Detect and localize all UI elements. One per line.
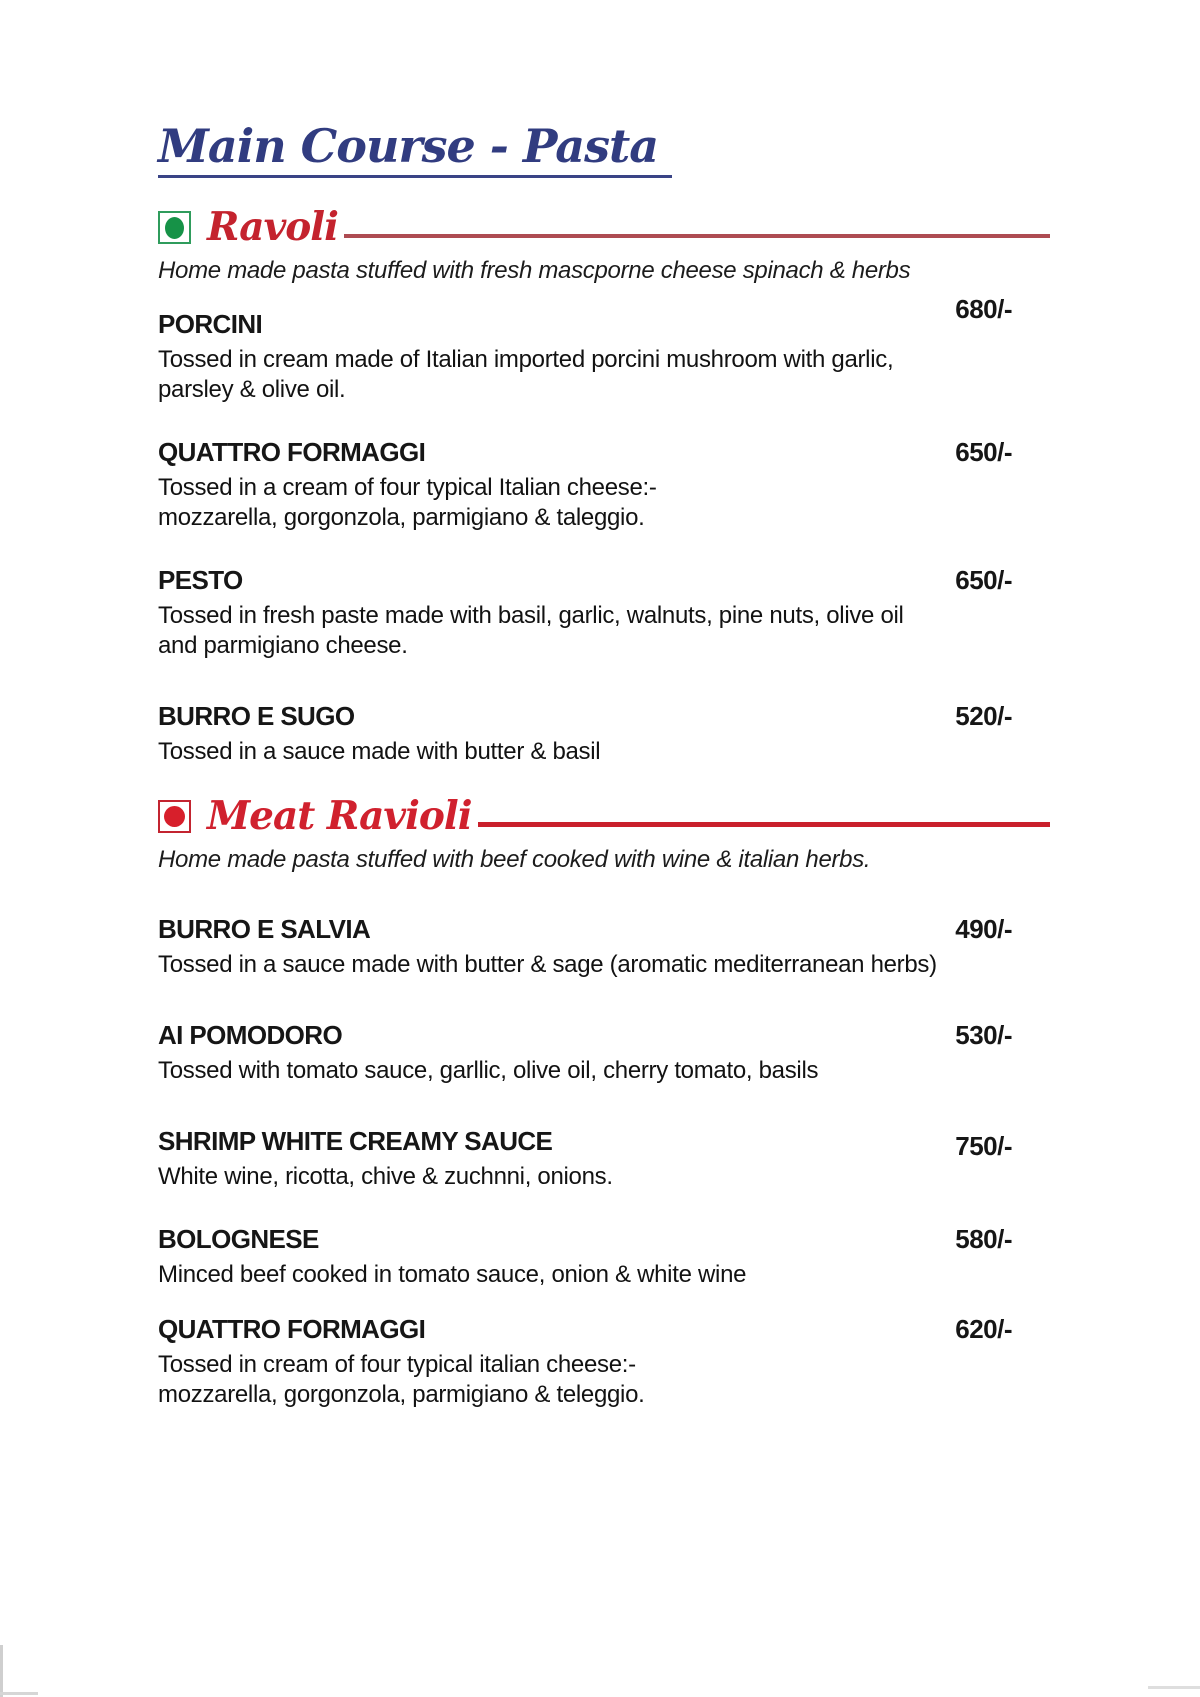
item-name: SHRIMP WHITE CREAMY SAUCE: [158, 1126, 553, 1157]
item-name: BURRO E SALVIA: [158, 914, 371, 945]
scan-artifact: [1148, 1686, 1200, 1689]
item-head: [158, 1314, 1050, 1345]
section-rule: [478, 822, 1050, 827]
item-head: [158, 1126, 1050, 1162]
item-description-line: Tossed in cream made of Italian imported porcini mushroom with garlic,: [158, 346, 894, 374]
item-description: [158, 345, 1050, 405]
item-description-line: Minced beef cooked in tomato sauce, onion & white wine: [158, 1261, 747, 1289]
section-title: Ravoli: [207, 204, 338, 251]
section-description: Home made pasta stuffed with beef cooked with wine & italian herbs.: [158, 846, 871, 874]
menu-item-bolognese: [158, 1224, 1050, 1290]
item-price: 530/-: [955, 1020, 1012, 1051]
veg-dot-icon: [165, 217, 184, 239]
section-ravoli: [158, 204, 1050, 767]
item-head: [158, 565, 1050, 596]
item-price: 520/-: [955, 701, 1012, 732]
item-description-line: Tossed in a sauce made with butter & basil: [158, 738, 601, 766]
item-description: [158, 737, 1050, 767]
item-name: PORCINI: [158, 309, 263, 340]
scan-artifact: [0, 1692, 38, 1695]
section-header: [158, 793, 1050, 840]
item-head: [158, 437, 1050, 468]
item-description-line: Tossed in a cream of four typical Italian cheese:-: [158, 474, 657, 502]
item-name: BURRO E SUGO: [158, 701, 355, 732]
item-description-line: Tossed in cream of four typical italian cheese:-: [158, 1351, 636, 1379]
item-price: 750/-: [955, 1131, 1012, 1162]
menu-item-shrimp-white-creamy-sauce: [158, 1126, 1050, 1192]
item-description: [158, 1162, 1050, 1192]
item-description-line: and parmigiano cheese.: [158, 632, 408, 660]
item-description-line: White wine, ricotta, chive & zuchnni, onions.: [158, 1163, 613, 1191]
section-meat-ravioli: [158, 793, 1050, 1410]
scan-artifact: [0, 1645, 3, 1697]
item-description: [158, 601, 1050, 661]
item-description: [158, 1056, 1050, 1086]
item-name: QUATTRO FORMAGGI: [158, 1314, 426, 1345]
item-description-line: parsley & olive oil.: [158, 376, 346, 404]
menu-item-burro-e-sugo: [158, 701, 1050, 767]
item-description-line: mozzarella, gorgonzola, parmigiano & teleggio.: [158, 1381, 645, 1409]
item-price: 650/-: [955, 565, 1012, 596]
item-price: 620/-: [955, 1314, 1012, 1345]
item-description-line: Tossed in a sauce made with butter & sage (aromatic mediterranean herbs): [158, 951, 937, 979]
menu-item-pesto: [158, 565, 1050, 661]
item-head: [158, 1224, 1050, 1255]
item-name: PESTO: [158, 565, 243, 596]
item-head: [158, 914, 1050, 945]
item-description-line: mozzarella, gorgonzola, parmigiano & taleggio.: [158, 504, 645, 532]
item-description: [158, 1350, 1050, 1410]
item-description: [158, 473, 1050, 533]
section-title: Meat Ravioli: [207, 793, 472, 840]
item-price: 650/-: [955, 437, 1012, 468]
item-description-line: Tossed in fresh paste made with basil, garlic, walnuts, pine nuts, olive oil: [158, 602, 904, 630]
menu-item-ai-pomodoro: [158, 1020, 1050, 1086]
item-price: 580/-: [955, 1224, 1012, 1255]
item-description: [158, 950, 1050, 980]
section-header: [158, 204, 1050, 251]
item-head: [158, 294, 1050, 340]
item-name: BOLOGNESE: [158, 1224, 319, 1255]
section-description: Home made pasta stuffed with fresh mascporne cheese spinach & herbs: [158, 257, 911, 285]
item-head: [158, 1020, 1050, 1051]
page-title: Main Course - Pasta: [158, 122, 672, 178]
menu-item-burro-e-salvia: [158, 914, 1050, 980]
menu-item-quattro-formaggi: [158, 437, 1050, 533]
item-head: [158, 701, 1050, 732]
veg-indicator-icon: [158, 211, 191, 244]
nonveg-indicator-icon: [158, 800, 191, 833]
item-name: QUATTRO FORMAGGI: [158, 437, 426, 468]
item-description: [158, 1260, 1050, 1290]
item-price: 680/-: [955, 294, 1012, 325]
menu-item-porcini: [158, 294, 1050, 405]
section-rule: [344, 234, 1050, 238]
item-name: AI POMODORO: [158, 1020, 343, 1051]
item-description-line: Tossed with tomato sauce, garllic, olive oil, cherry tomato, basils: [158, 1057, 819, 1085]
menu-item-quattro-formaggi-meat: [158, 1314, 1050, 1410]
item-price: 490/-: [955, 914, 1012, 945]
nonveg-dot-icon: [164, 806, 185, 827]
